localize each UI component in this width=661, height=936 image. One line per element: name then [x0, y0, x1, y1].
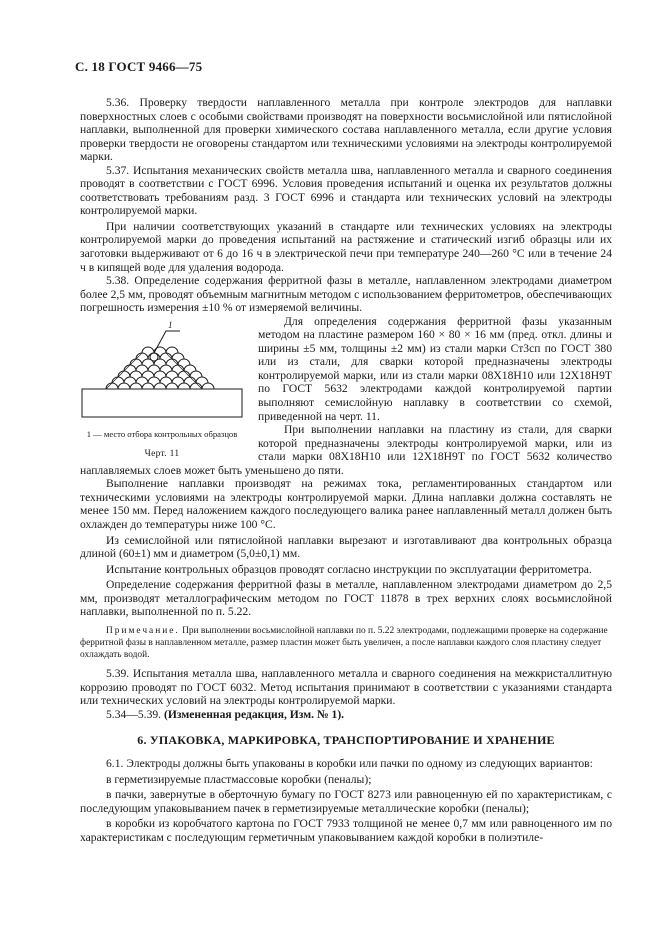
paragraph-5-37: 5.37. Испытания механических свойств металла шва, наплавленного металла и сварного соединения проводят в соответствии с ГОСТ 6996. Условия проведения испытаний и оценка их результатов должны соответствовать требованиям разд. 3 ГОСТ 6996 и стандарта или технических условий на электроды контролируемой марки.: [80, 163, 612, 218]
page-header: С. 18 ГОСТ 9466—75: [75, 59, 203, 74]
page-content: [80, 96, 612, 844]
paragraph-5-38-method: Для определения содержания ферритной фазы указанным методом на пластине размером 160 × 80 × 16 мм (пред. откл. длины и ширины ±5 мм, толщины ±2 мм) из стали марки Ст3сп по ГОСТ 380 или из стали, для сварки которой предназначены электроды контролируемой марки, или из стали марки 08Х18Н10 или 12Х18Н9Т по ГОСТ 5632 электродами каждой контролируемой партии выполняют семислойную наплавку в соответствии со схемой, приведенной на черт. 11.: [258, 314, 612, 423]
base-plate: [82, 389, 242, 417]
section-6-title: 6. УПАКОВКА, МАРКИРОВКА, ТРАНСПОРТИРОВАНИЕ И ХРАНЕНИЕ: [137, 732, 555, 747]
figure-11: [76, 317, 248, 462]
paragraph-5-37-extra: При наличии соответствующих указаний в стандарте или технических условиях на электроды контролируемой марки до проведения испытаний на растяжение и статический изгиб образцы или их заготовки выдерживают от 6 до 16 ч в электрической печи при температуре 240—260 °С или в течение 24 ч в кипящей воде для удаления водорода.: [80, 219, 612, 274]
paragraph-5-38: 5.38. Определение содержания ферритной фазы в металле, наплавленном электродами диаметром более 2,5 мм, проводят объемным магнитным методом с использованием ферритометров, обеспечивающих погрешность измерения ±10 % от измеряемой величины.: [80, 274, 612, 315]
note-text: При выполнении восьмислойной наплавки по п. 5.22 электродами, подлежащими проверке на содержание ферритной фазы в наплавленном металле, размер пластин может быть увеличен, а после наплавки каждого слоя пластину следует охлаждать водой.: [80, 625, 608, 661]
amendment-text: (Измененная редакция, Изм. № 1).: [163, 708, 345, 722]
paragraph-5-38-testing: Испытание контрольных образцов проводят согласно инструкции по эксплуатации ферритометра.: [106, 562, 592, 576]
paragraph-6-1-option-a: в герметизируемые пластмассовые коробки (пеналы);: [106, 772, 372, 786]
amendment-line: [80, 708, 612, 722]
figure-wrap: [80, 315, 612, 532]
sample-location-marker: [150, 353, 158, 361]
amendment-ref: 5.34—5.39.: [106, 708, 162, 722]
bead-rows: [106, 347, 214, 389]
paragraph-5-36: 5.36. Проверку твердости наплавленного металла при контроле электродов для наплавки поверхностных слоев с особыми свойствами производят на поверхности восьмислойной или пятислойной наплавки, выполненной для проверки химического состава наплавленного металла, если другие условия проверки твердости не оговорены стандартом или техническими условиями на электроды контролируемой марки.: [80, 96, 612, 164]
paragraph-6-1-option-b: в пачки, завернутые в оберточную бумагу по ГОСТ 8273 или равноценную ей по характеристикам, с последующим упаковыванием пачек в герметизируемые металлические коробки (пеналы);: [80, 788, 612, 815]
paragraph-5-38-samples: Из семислойной или пятислойной наплавки вырезают и изготавливают два контрольных образца длиной (60±1) мм и диаметром (5,0±0,1) мм.: [80, 533, 612, 561]
figure-caption: 1 — место отбора контрольных образцов: [86, 428, 238, 439]
paragraph-5-38-modes: Выполнение наплавки производят на режимах тока, регламентированных стандартом или техническими условиями на электроды контролируемой марки. Длина наплавки должна составлять не менее 150 мм. Перед наложением каждого последующего валика ранее наплавленный металл должен быть охлажден до температуры ниже 100 °С.: [80, 477, 612, 531]
note-block: [80, 625, 612, 662]
figure-callout-number: 1: [168, 319, 173, 330]
weld-layers-diagram: [76, 317, 248, 425]
paragraph-5-39: 5.39. Испытания металла шва, наплавленного металла и сварного соединения на межкристаллитную коррозию проводят по ГОСТ 6032. Метод испытания принимают в соответствии с указаниями стандарта или технических условий на электроды контролируемой марки.: [80, 667, 612, 708]
paragraph-5-38-five-layers: При выполнении наплавки на пластину из стали, для сварки которой предназначены электроды контролируемой марки, или из стали марки 08Х18Н10 или 12Х18Н9Т по ГОСТ 5632 количество наплавляемых слоев может быть уменьшено до пяти.: [80, 423, 612, 477]
paragraph-5-38-metallographic: Определение содержания ферритной фазы в металле, наплавленном электродами диаметром до 2,5 мм, производят металлографическим методом по ГОСТ 11878 в трех верхних слоях восьмислойной наплавки, выполненной по п. 5.22.: [80, 578, 612, 619]
note-label: Примечание.: [106, 625, 180, 636]
paragraph-6-1: 6.1. Электроды должны быть упакованы в коробки или пачки по одному из следующих вариантов:: [106, 757, 593, 771]
figure-title: Черт. 11: [144, 448, 180, 459]
paragraph-6-1-option-c: в коробки из коробчатого картона по ГОСТ 7933 толщиной не менее 0,7 мм или равноценного им по характеристикам с последующим герметичным упаковыванием каждой коробки в полиэтиле-: [80, 817, 612, 844]
